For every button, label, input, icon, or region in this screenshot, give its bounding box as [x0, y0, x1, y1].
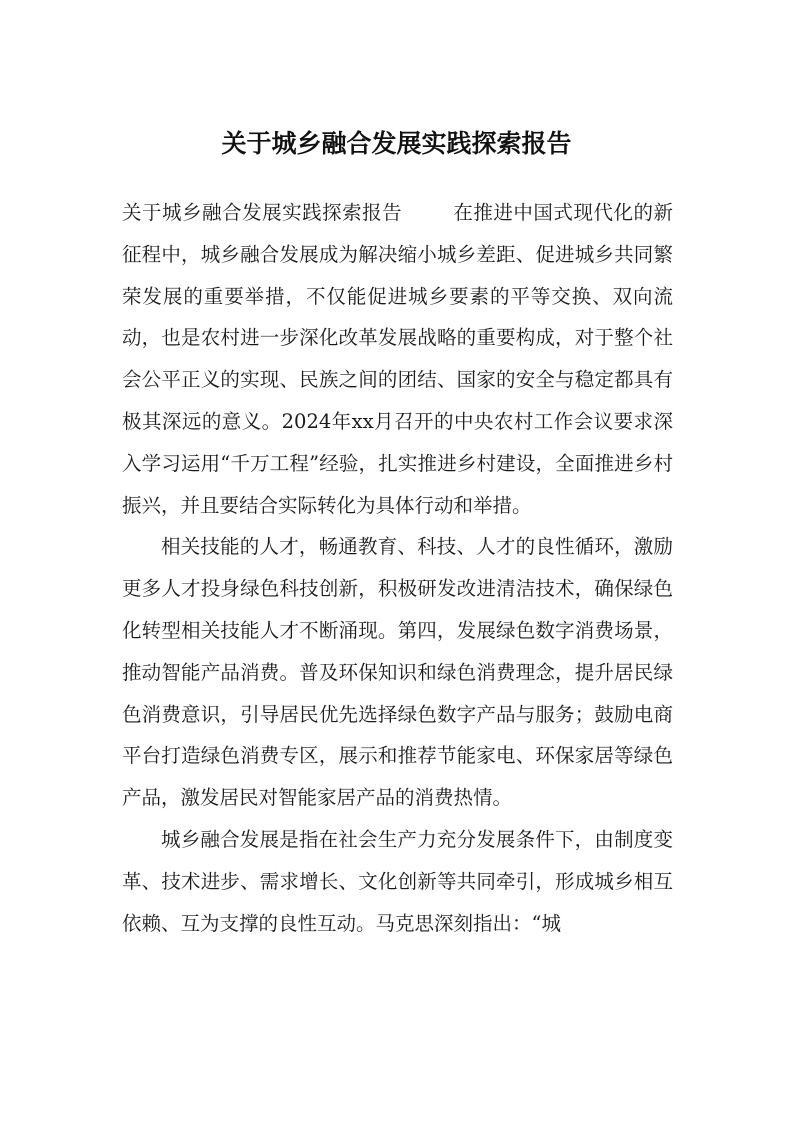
document-title: 关于城乡融合发展实践探索报告	[221, 129, 572, 158]
paragraph-lead: 关于城乡融合发展实践探索报告	[122, 201, 403, 224]
paragraph-integration: 城乡融合发展是指在社会生产力充分发展条件下，由制度变革、技术进步、需求增长、文化创新等共同牵引，形成城乡相互依赖、互为支撑的良性互动。马克思深刻指出：“城	[122, 827, 673, 935]
paragraph-intro	[122, 192, 673, 526]
paragraph-text: 在推进中国式现代化的新征程中，城乡融合发展成为解决缩小城乡差距、促进城乡共同繁荣发展的重要举措，不仅能促进城乡要素的平等交换、双向流动，也是农村进一步深化改革发展战略的重要构成，对于整个社会公平正义的实现、民族之间的团结、国家的安全与稳定都具有极其深远的意义。2024年xx月召开的中央农村工作会议要求深入学习运用“千万工程”经验，扎实推进乡村建设，全面推进乡村振兴，并且要结合实际转化为具体行动和举措。	[122, 201, 673, 517]
paragraph-talent: 相关技能的人才，畅通教育、科技、人才的良性循环，激励更多人才投身绿色科技创新，积极研发改进清洁技术，确保绿色化转型相关技能人才不断涌现。第四，发展绿色数字消费场景，推动智能产品消费。普及环保知识和绿色消费理念，提升居民绿色消费意识，引导居民优先选择绿色数字产品与服务；鼓励电商平台打造绿色消费专区，展示和推荐节能家电、环保家居等绿色产品，激发居民对智能家居产品的消费热情。	[122, 535, 673, 810]
document-body	[122, 192, 673, 944]
